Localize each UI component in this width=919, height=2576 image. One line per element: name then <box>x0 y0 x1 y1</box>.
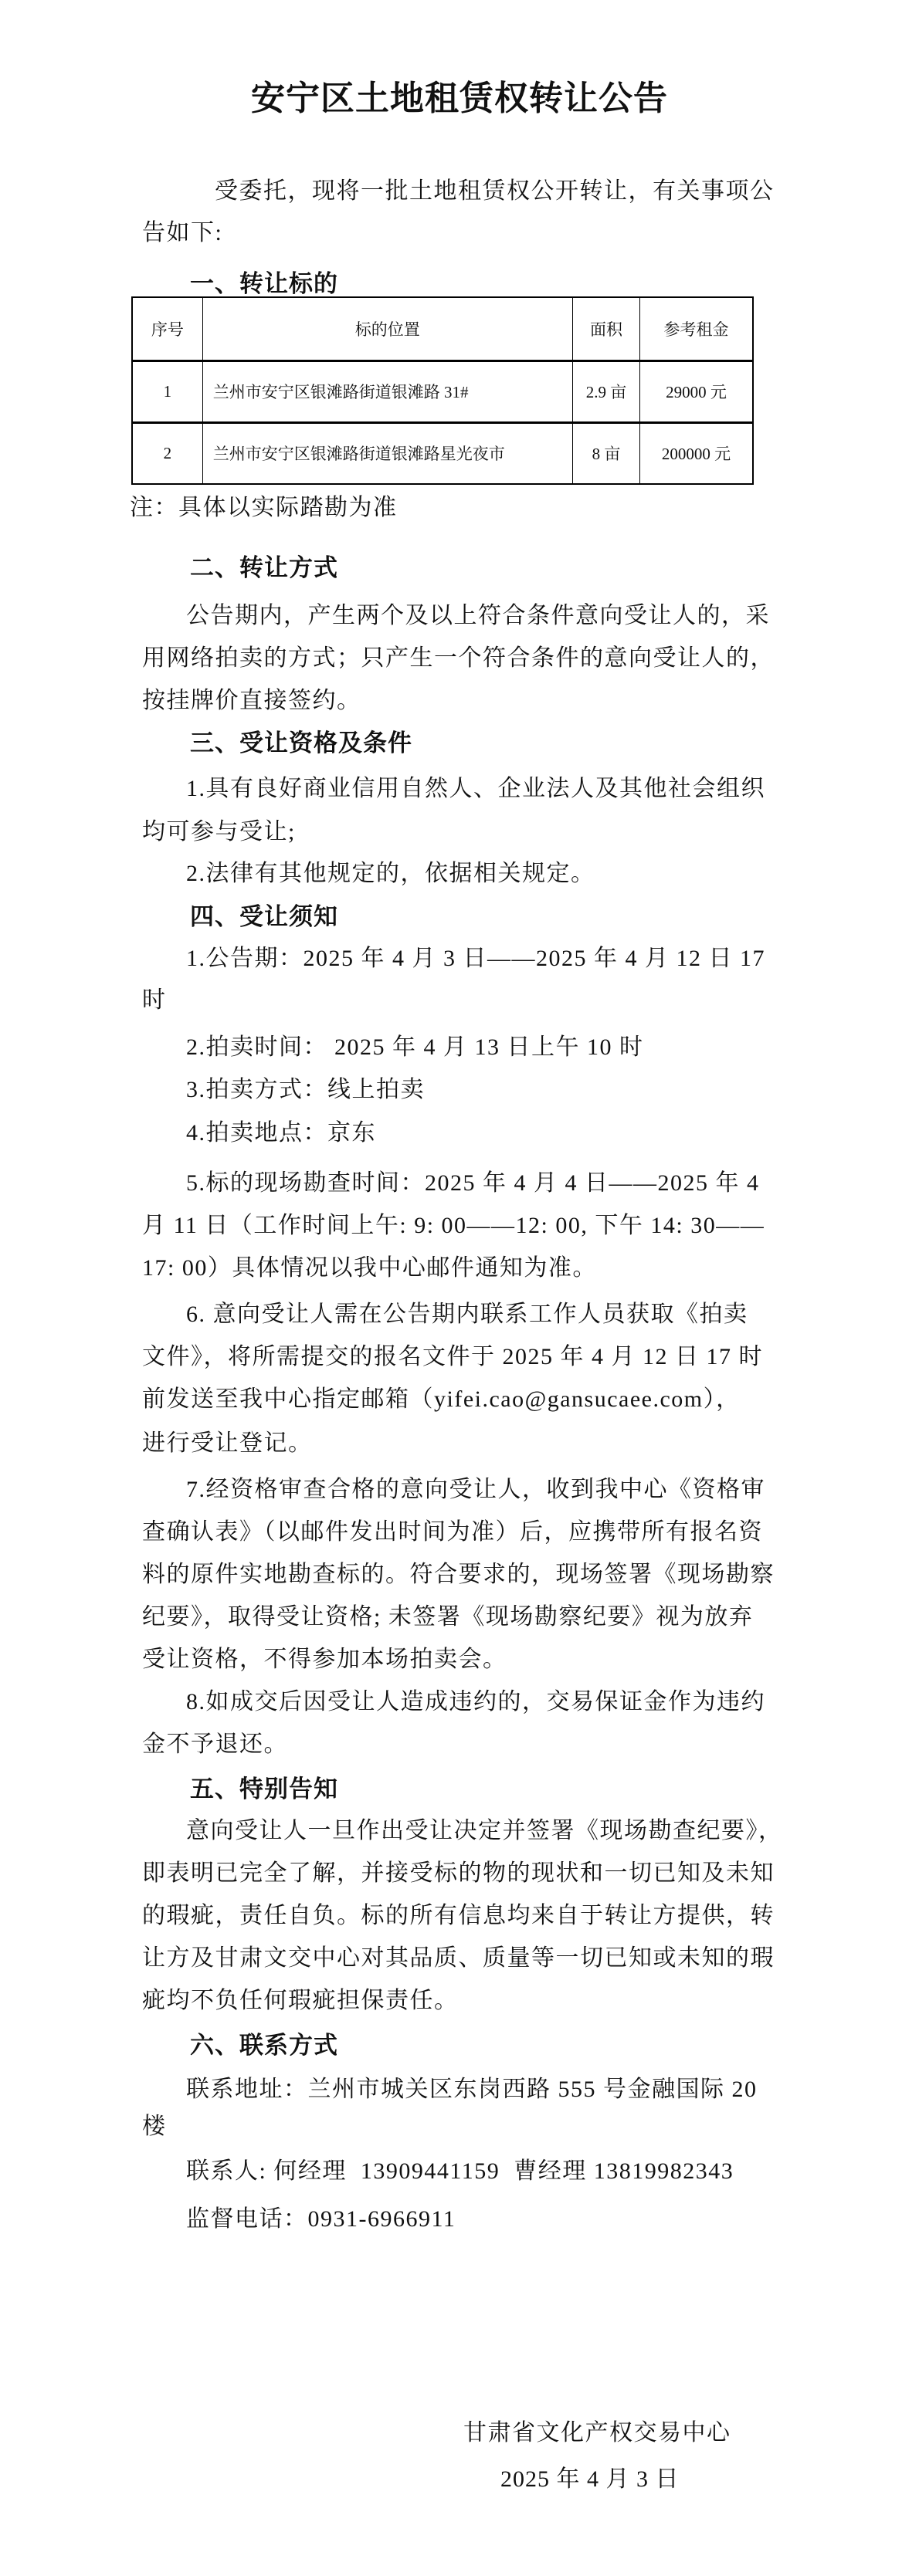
body-line: 按挂牌价直接签约。 <box>142 688 361 713</box>
body-line: 公告期内，产生两个及以上符合条件意向受让人的，采 <box>186 603 770 628</box>
body-line: 3.拍卖方式：线上拍卖 <box>186 1077 425 1102</box>
footer-organization: 甘肃省文化产权交易中心 <box>463 2420 731 2446</box>
table-note: 注：具体以实际踏勘为准 <box>130 495 398 520</box>
body-line: 8.如成交后因受让人造成违约的，交易保证金作为违约 <box>186 1689 765 1715</box>
cell-location: 兰州市安宁区银滩路街道银滩路星光夜市 <box>202 422 572 484</box>
intro-line: 告如下: <box>142 220 223 245</box>
col-header-location: 标的位置 <box>202 297 572 361</box>
section-heading-3: 三、受让资格及条件 <box>190 729 412 757</box>
body-line: 即表明已完全了解，并接受标的物的现状和一切已知及未知 <box>142 1860 775 1886</box>
body-line: 6. 意向受让人需在公告期内联系工作人员获取《拍卖 <box>186 1302 748 1327</box>
body-line: 意向受让人一旦作出受让决定并签署《现场勘查纪要》， <box>186 1818 783 1843</box>
cell-rent: 29000 元 <box>640 361 753 422</box>
body-line: 1.具有良好商业信用自然人、企业法人及其他社会组织 <box>186 776 765 801</box>
page-title: 安宁区土地租赁权转让公告 <box>251 80 668 117</box>
supervision-phone-line: 监督电话：0931-6966911 <box>186 2206 456 2232</box>
col-header-rent: 参考租金 <box>640 297 753 361</box>
intro-line: 受委托，现将一批土地租赁权公开转让，有关事项公 <box>215 178 775 204</box>
body-line: 金不予退还。 <box>142 1731 288 1757</box>
cell-area: 8 亩 <box>572 422 639 484</box>
body-line: 纪要》，取得受让资格; 未签署《现场勘察纪要》视为放弃 <box>142 1604 754 1630</box>
col-header-area: 面积 <box>572 297 639 361</box>
body-line: 2.法律有其他规定的，依据相关规定。 <box>186 861 595 886</box>
table-header-row <box>132 297 753 361</box>
body-line: 疵均不负任何瑕疵担保责任。 <box>142 1988 459 2013</box>
body-line: 查确认表》（以邮件发出时间为准）后，应携带所有报名资 <box>142 1519 763 1545</box>
lots-table <box>131 296 754 485</box>
section-heading-4: 四、受让须知 <box>190 903 338 930</box>
section-heading-6: 六、联系方式 <box>190 2032 338 2059</box>
cell-location: 兰州市安宁区银滩路街道银滩路 31# <box>202 361 572 422</box>
body-line: 料的原件实地勘查标的。符合要求的，现场签署《现场勘察 <box>142 1562 775 1587</box>
cell-no: 1 <box>132 361 202 422</box>
footer-date: 2025 年 4 月 3 日 <box>500 2466 680 2492</box>
body-line: 用网络拍卖的方式；只产生一个符合条件的意向受让人的， <box>142 645 775 671</box>
body-line: 5.标的现场勘查时间：2025 年 4 月 4 日——2025 年 4 <box>186 1170 760 1196</box>
section-heading-5: 五、特别告知 <box>190 1775 338 1803</box>
body-line: 时 <box>142 987 167 1013</box>
table-row <box>132 361 753 422</box>
body-line: 月 11 日（工作时间上午: 9: 00——12: 00, 下午 14: 30—— <box>142 1213 765 1238</box>
cell-rent: 200000 元 <box>640 422 753 484</box>
body-line: 2.拍卖时间： 2025 年 4 月 13 日上午 10 时 <box>186 1034 644 1060</box>
col-header-no: 序号 <box>151 320 184 339</box>
body-line: 的瑕疵，责任自负。标的所有信息均来自于转让方提供，转 <box>142 1903 775 1928</box>
section-heading-1: 一、转让标的 <box>190 270 338 297</box>
body-line: 4.拍卖地点：京东 <box>186 1120 376 1146</box>
body-line: 受让资格，不得参加本场拍卖会。 <box>142 1647 507 1672</box>
table-row <box>132 422 753 484</box>
section-heading-2: 二、转让方式 <box>190 554 338 581</box>
contact-address-line: 楼 <box>142 2114 167 2139</box>
cell-no: 2 <box>132 422 202 484</box>
body-line: 7.经资格审查合格的意向受让人，收到我中心《资格审 <box>186 1477 765 1502</box>
body-line: 进行受让登记。 <box>142 1430 313 1456</box>
body-line: 前发送至我中心指定邮箱（yifei.cao@gansucaee.com）， <box>142 1386 741 1412</box>
contact-person-line: 联系人: 何经理 13909441159 曹经理 13819982343 <box>186 2158 734 2184</box>
contact-address-line: 联系地址：兰州市城关区东岗西路 555 号金融国际 20 <box>186 2077 758 2102</box>
body-line: 让方及甘肃文交中心对其品质、质量等一切已知或未知的瑕 <box>142 1945 775 1971</box>
body-line: 17: 00）具体情况以我中心邮件通知为准。 <box>142 1255 597 1281</box>
cell-area: 2.9 亩 <box>572 361 639 422</box>
body-line: 文件》，将所需提交的报名文件于 2025 年 4 月 12 日 17 时 <box>142 1344 763 1369</box>
body-line: 1.公告期：2025 年 4 月 3 日——2025 年 4 月 12 日 17 <box>186 946 765 971</box>
body-line: 均可参与受让; <box>142 819 296 845</box>
